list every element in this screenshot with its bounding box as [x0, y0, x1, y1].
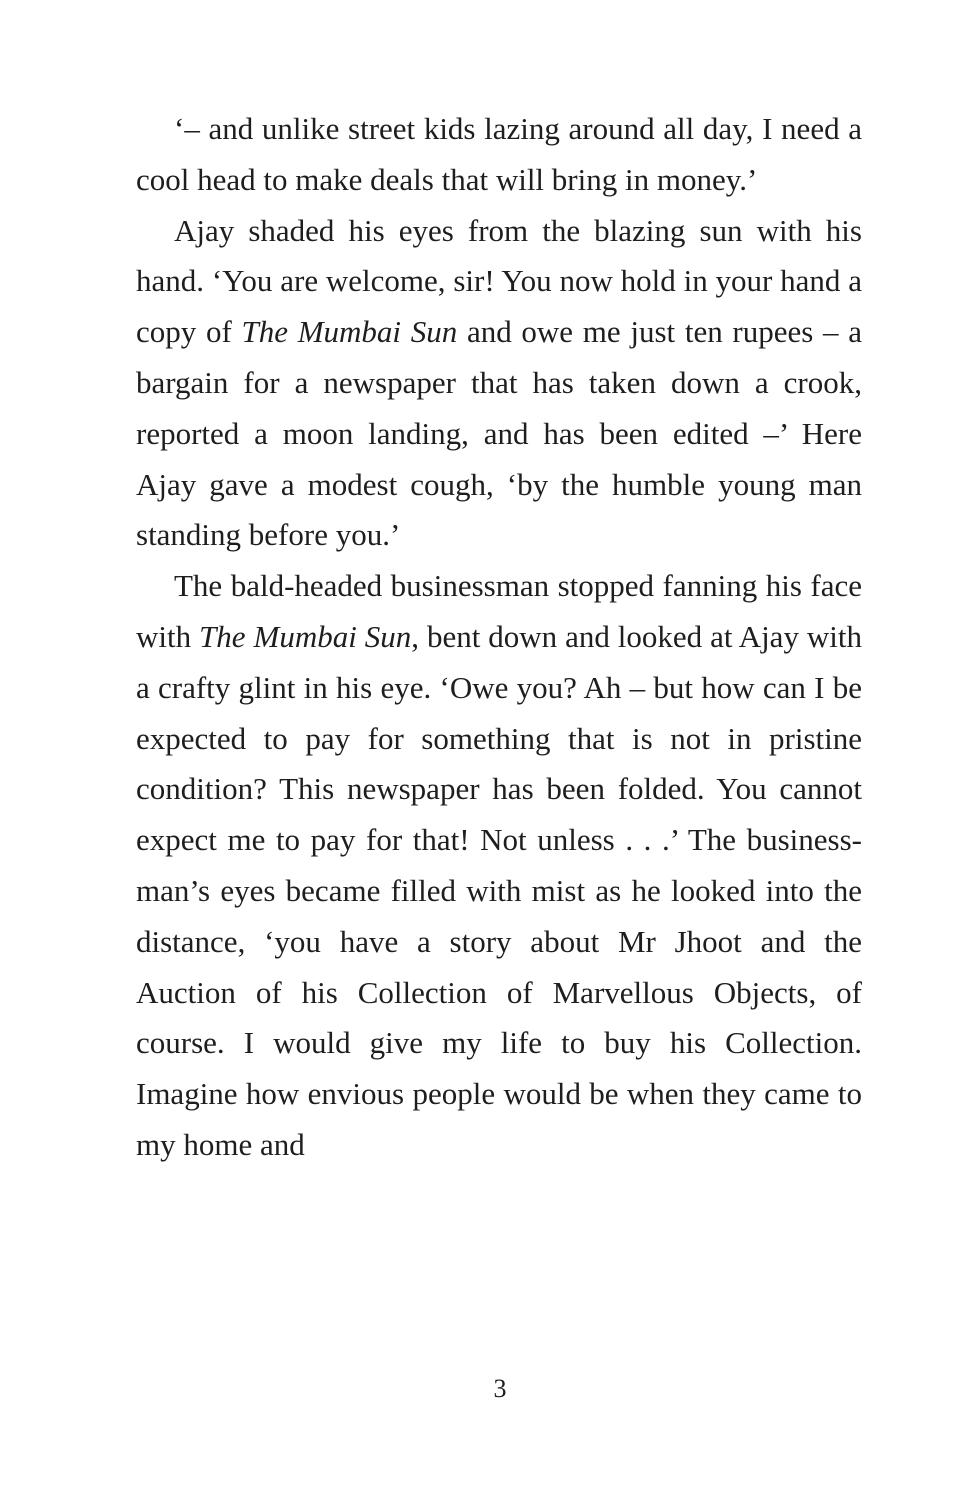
paragraph-3-text-a: The bald-headed businessman stopped fanning his face with: [136, 568, 862, 654]
page-number: 3: [493, 1374, 507, 1403]
newspaper-title-italic: The Mumbai Sun: [199, 618, 412, 654]
paragraph-3-text-b: , bent down and looked at Ajay with a crafty glint in his eye. ‘Owe you? Ah – but how can I be expected to pay for something that is not in pristine condition? This newspaper has been folded. You cannot expect me to pay for that! Not unless . . .’ The businessman’s eyes became filled with mist as he looked into the distance, ‘you have a story about Mr Jhoot and the Auction of his Collection of Marvellous Objects, of course. I would give my life to buy his Collection. Imagine how envious people would be when they came to my home and: [136, 618, 862, 1162]
paragraph-2-text-b: and owe me just ten rupees – a bargain for a newspaper that has taken down a crook, reported a moon landing, and has been edited –’ Here Ajay gave a modest cough, ‘by the humble young man standing before you.’: [136, 314, 863, 553]
newspaper-title-italic: The Mumbai Sun: [241, 314, 458, 350]
body-text: [136, 104, 862, 1171]
paragraph-2-text-a: Ajay shaded his eyes from the blazing sun with his hand. ‘You are welcome, sir! You now hold in your hand a copy of: [136, 212, 862, 350]
paragraph-1-text: ‘– and unlike street kids lazing around all day, I need a cool head to make deals that will bring in money.’: [136, 111, 862, 197]
paragraph-3: [136, 561, 862, 1171]
paragraph-1: [136, 104, 862, 206]
paragraph-2: [136, 206, 862, 562]
